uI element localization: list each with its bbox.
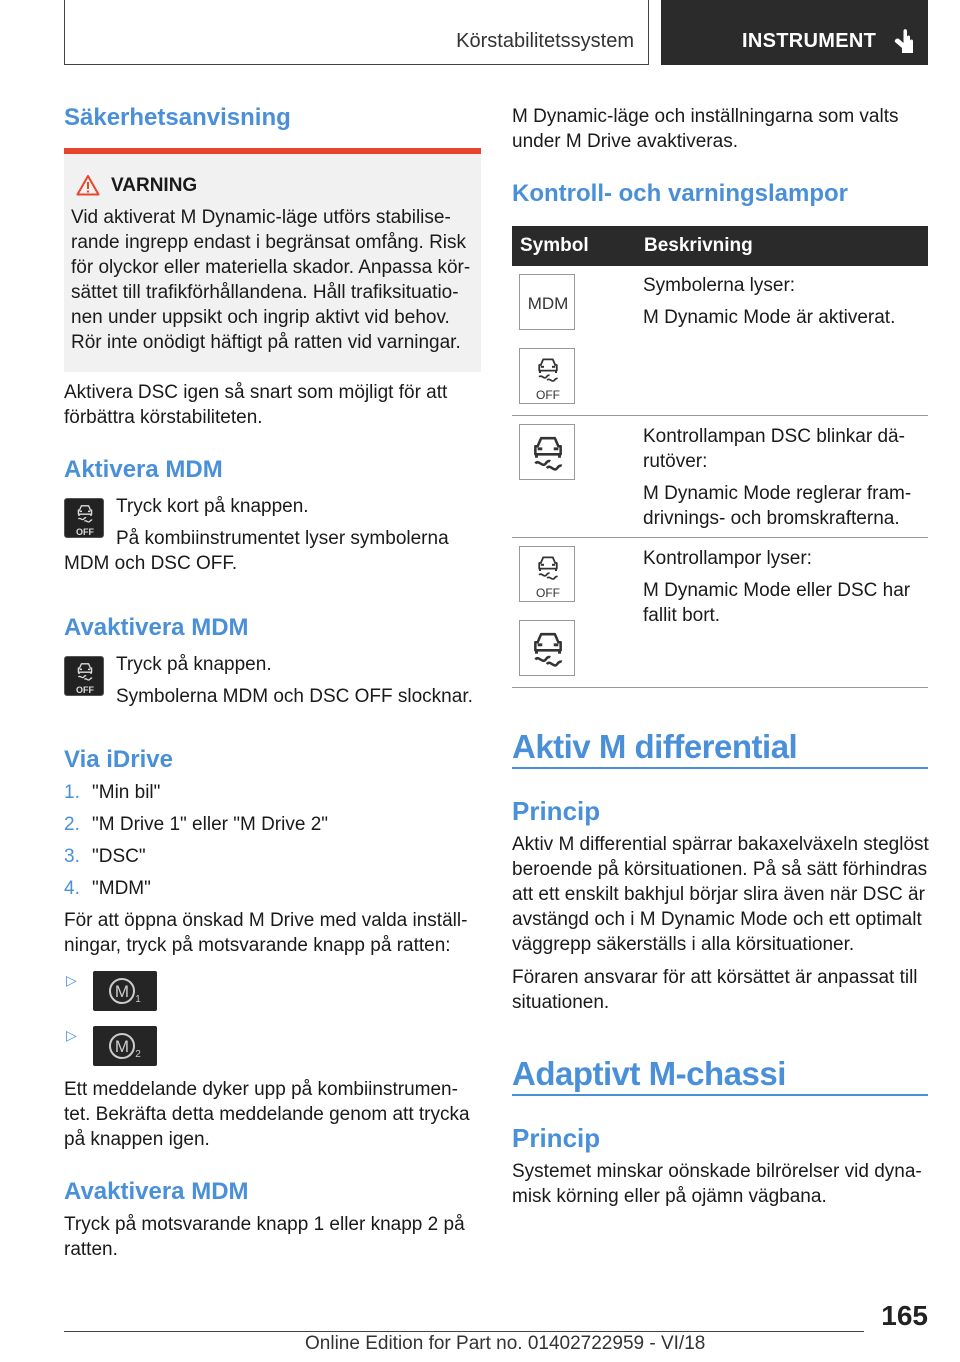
mdm-label: MDM [527, 294, 569, 313]
activate-mdm-line3: MDM och DSC OFF. [64, 553, 238, 574]
list-item: "MDM" [92, 878, 151, 899]
idrive-heading: Via iDrive [64, 746, 173, 773]
text-line: drivnings- och bromskrafterna. [643, 508, 900, 529]
dsc-off-symbol [519, 348, 575, 404]
warning-line: nen under uppsikt och ingrip aktivt vid behov. [71, 307, 450, 328]
warning-line: för olyckor eller materiella skador. Anpassa kör- [71, 257, 471, 278]
activate-mdm-line2: På kombiinstrumentet lyser symbolerna [116, 528, 449, 549]
col-symbol-header: Symbol [520, 235, 589, 256]
text-line: Systemet minskar oönskade bilrörelser vid dyna- [512, 1161, 922, 1182]
text-line: M Dynamic Mode är aktiverat. [643, 307, 896, 328]
lamps-heading: Kontroll- och varningslampor [512, 180, 849, 207]
text-line: ratten. [64, 1239, 118, 1260]
text-line: M Dynamic Mode eller DSC har [643, 580, 911, 601]
row2-desc [643, 424, 928, 531]
warning-box [64, 148, 481, 372]
activate-mdm-line1: Tryck kort på knappen. [116, 496, 309, 517]
text-line: Aktiv M differential spärrar bakaxelväxeln steglöst [512, 834, 929, 855]
heading-rule [512, 1094, 928, 1096]
row1-desc [643, 273, 928, 330]
deactivate2-heading: Avaktivera MDM [64, 1178, 249, 1205]
table-row-divider [512, 415, 928, 416]
list-number: 3. [64, 846, 80, 867]
warning-title: VARNING [111, 175, 198, 196]
warning-line: sättet till trafikförhållandena. Håll trafiksituatio- [71, 282, 459, 303]
bullet-triangle-icon: ▷ [66, 972, 77, 988]
text-line: Ett meddelande dyker upp på kombiinstrumen- [64, 1079, 458, 1100]
footer-edition: Online Edition for Part no. 01402722959 - VI/18 [305, 1333, 706, 1354]
header-section-box [64, 0, 649, 65]
chassi-heading: Adaptivt M-chassi [512, 1055, 786, 1092]
warning-line: Rör inte onödigt häftigt på ratten vid varningar. [71, 332, 461, 353]
bullet-triangle-icon: ▷ [66, 1027, 77, 1043]
list-item: "M Drive 1" eller "M Drive 2" [92, 814, 329, 835]
header-section-title: Körstabilitetssystem [456, 30, 634, 52]
m-sub: 2 [135, 1049, 141, 1060]
dsc-symbol [519, 424, 575, 480]
text-line: Föraren ansvarar för att körsättet är anpassat till [512, 967, 918, 988]
warning-text [71, 205, 471, 355]
text-line: rutöver: [643, 451, 708, 472]
row3-desc [643, 546, 928, 628]
m-label: M [114, 1037, 130, 1056]
m-sub: 1 [135, 994, 141, 1005]
chassi-text [512, 1159, 928, 1209]
amd-heading: Aktiv M differential [512, 728, 798, 765]
footer-rule [64, 1331, 864, 1332]
text-line: Kontrollampan DSC blinkar dä- [643, 426, 905, 447]
off-label: OFF [76, 685, 94, 695]
pointing-hand-icon [893, 28, 915, 54]
header-chapter-title: INSTRUMENT [742, 30, 877, 52]
text-line: M Dynamic-läge och inställningarna som valts [512, 106, 899, 127]
dsc-off-button-icon [64, 498, 104, 538]
table-row-divider [512, 537, 928, 538]
page-number: 165 [881, 1300, 928, 1331]
table-row-divider [512, 687, 928, 688]
m2-button-icon [93, 1026, 157, 1066]
text-line: tet. Bekräfta detta meddelande genom att trycka [64, 1104, 470, 1125]
text-line: att ett enskilt bakhjul börjar slira även när DSC är [512, 884, 925, 905]
intro-text [512, 104, 928, 154]
text-line: Symbolerna lyser: [643, 275, 796, 296]
deactivate2-text [64, 1212, 481, 1262]
m-label: M [114, 982, 130, 1001]
mdm-symbol [519, 274, 575, 330]
warning-triangle-icon [76, 174, 100, 196]
list-item: "Min bil" [92, 782, 161, 803]
amd-princip-heading: Princip [512, 796, 601, 826]
list-number: 1. [64, 782, 80, 803]
m1-button-icon [93, 971, 157, 1011]
off-label: OFF [536, 388, 560, 402]
amd-text2 [512, 965, 928, 1015]
message-text [64, 1077, 481, 1152]
text-line: situationen. [512, 992, 610, 1013]
text-line: under M Drive avaktiveras. [512, 131, 738, 152]
chassi-princip-heading: Princip [512, 1123, 601, 1153]
activate-mdm-heading: Aktivera MDM [64, 456, 223, 483]
warning-line: Vid aktiverat M Dynamic-läge utförs stabilise- [71, 207, 451, 228]
header-chapter-box [661, 0, 928, 65]
deactivate-mdm-line2: Symbolerna MDM och DSC OFF slocknar. [116, 686, 473, 707]
deactivate-mdm-heading: Avaktivera MDM [64, 614, 249, 641]
off-label: OFF [536, 586, 560, 600]
text-line: förbättra körstabiliteten. [64, 407, 263, 428]
text-line: Kontrollampor lyser: [643, 548, 812, 569]
table-header [512, 226, 928, 266]
text-line: beroende på körsituationen. På så sätt förhindras [512, 859, 928, 880]
safety-heading: Säkerhetsanvisning [64, 104, 291, 131]
text-line: Tryck på motsvarande knapp 1 eller knapp 2 på [64, 1214, 465, 1235]
heading-rule [512, 767, 928, 769]
col-description-header: Beskrivning [644, 235, 753, 256]
dsc-off-button-icon [64, 656, 104, 696]
text-line: avstängd och i M Dynamic Mode och ett optimalt [512, 909, 922, 930]
activate-dsc-text [64, 380, 481, 430]
list-number: 4. [64, 878, 80, 899]
text-line: väggrepp säkerställs i alla körsituationer. [512, 934, 855, 955]
text-line: på knappen igen. [64, 1129, 210, 1150]
dsc-off-symbol [519, 546, 575, 602]
amd-text [512, 832, 932, 957]
text-line: Aktivera DSC igen så snart som möjligt för att [64, 382, 448, 403]
list-number: 2. [64, 814, 80, 835]
text-line: M Dynamic Mode reglerar fram- [643, 483, 912, 504]
text-line: misk körning eller på ojämn vägbana. [512, 1186, 827, 1207]
warning-line: rande ingrepp endast i begränsat omfång. Risk [71, 232, 467, 253]
text-line: För att öppna önskad M Drive med valda inställ- [64, 910, 468, 931]
text-line: fallit bort. [643, 605, 721, 626]
list-item: "DSC" [92, 846, 146, 867]
off-label: OFF [76, 527, 94, 537]
text-line: ningar, tryck på motsvarande knapp på ratten: [64, 935, 451, 956]
dsc-symbol [519, 620, 575, 676]
idrive-after-text [64, 908, 481, 958]
deactivate-mdm-line1: Tryck på knappen. [116, 654, 272, 675]
